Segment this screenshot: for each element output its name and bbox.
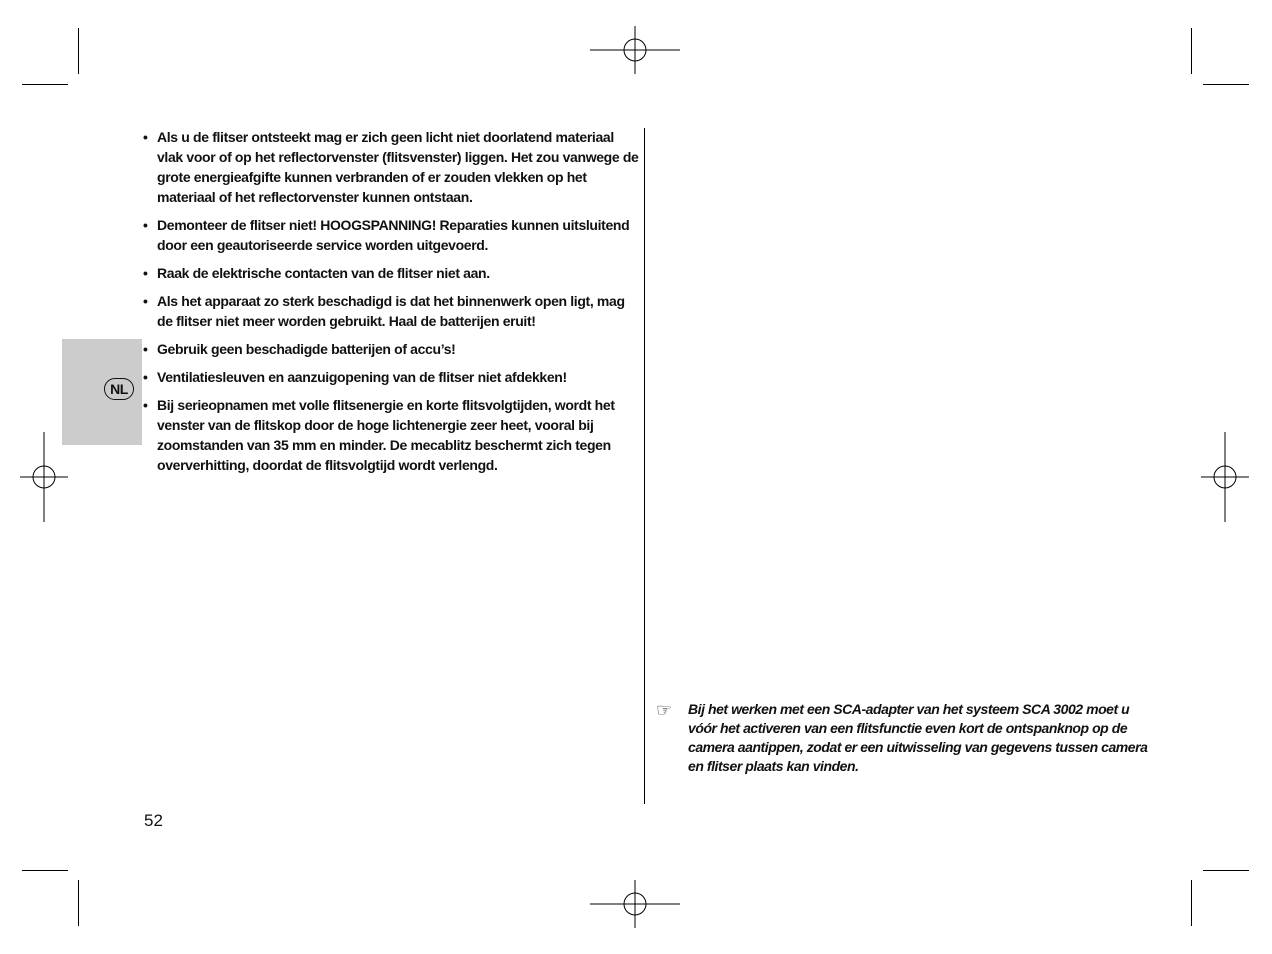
warning-text: Als u de flitser ontsteekt mag er zich geen licht niet doorlatend materiaal vlak voor of op het reflectorvenster (flitsvenster) liggen. Het zou vanwege de grote energieafgifte kunnen verbranden of er zouden vlekken op het materiaal of het reflectorvenster kunnen ontstaan. [157, 129, 639, 205]
registration-mark-left-icon [20, 432, 68, 522]
crop-mark-bottom-right-vertical [1191, 880, 1192, 926]
crop-mark-top-left-vertical [78, 28, 79, 74]
warning-text: Gebruik geen beschadigde batterijen of accu’s! [157, 341, 456, 357]
warning-item [143, 367, 639, 387]
warning-text: Raak de elektrische contacten van de flitser niet aan. [157, 265, 490, 281]
registration-mark-top-icon [590, 26, 680, 74]
crop-mark-bottom-left-horizontal [22, 870, 68, 871]
crop-mark-bottom-left-vertical [78, 880, 79, 926]
crop-mark-top-right-vertical [1191, 28, 1192, 74]
bullet-icon: • [143, 265, 148, 281]
column-divider [644, 128, 645, 804]
warning-list [143, 127, 639, 483]
page-number: 52 [144, 811, 163, 830]
registration-mark-right-icon [1201, 432, 1249, 522]
warning-item [143, 215, 639, 255]
crop-mark-bottom-right-horizontal [1203, 870, 1249, 871]
warning-item [143, 127, 639, 207]
note-text: Bij het werken met een SCA-adapter van het systeem SCA 3002 moet u vóór het activeren van een flitsfunctie even kort de ontspanknop op de camera aantippen, zodat er een uitwisseling van gegevens tussen camera en flitser plaats kan vinden. [688, 701, 1148, 774]
warning-text: Demonteer de flitser niet! HOOGSPANNING! Reparaties kunnen uitsluitend door een geautoriseerde service worden uitgevoerd. [157, 217, 630, 253]
warning-item [143, 339, 639, 359]
warning-text: Bij serieopnamen met volle flitsenergie en korte flitsvolgtijden, wordt het venster van de flitskop door de hoge lichtenergie zeer heet, vooral bij zoomstanden van 35 mm en minder. De mecablitz beschermt zich tegen oververhitting, doordat de flitsvolgtijd wordt verlengd. [157, 397, 615, 473]
warning-item [143, 263, 639, 283]
bullet-icon: • [143, 397, 148, 413]
warning-text: Ventilatiesleuven en aanzuigopening van de flitser niet afdekken! [157, 369, 567, 385]
registration-mark-bottom-icon [590, 880, 680, 928]
warning-text: Als het apparaat zo sterk beschadigd is dat het binnenwerk open ligt, mag de flitser niet meer worden gebruikt. Haal de batterijen eruit! [157, 293, 625, 329]
pointing-hand-icon: ☞ [656, 700, 673, 720]
bullet-icon: • [143, 369, 148, 385]
crop-mark-top-right-horizontal [1203, 84, 1249, 85]
bullet-icon: • [143, 217, 148, 233]
crop-mark-top-left-horizontal [22, 84, 68, 85]
bullet-icon: • [143, 341, 148, 357]
warning-item [143, 395, 639, 475]
bullet-icon: • [143, 293, 148, 309]
warning-item [143, 291, 639, 331]
language-badge: NL [104, 378, 134, 400]
bullet-icon: • [143, 129, 148, 145]
